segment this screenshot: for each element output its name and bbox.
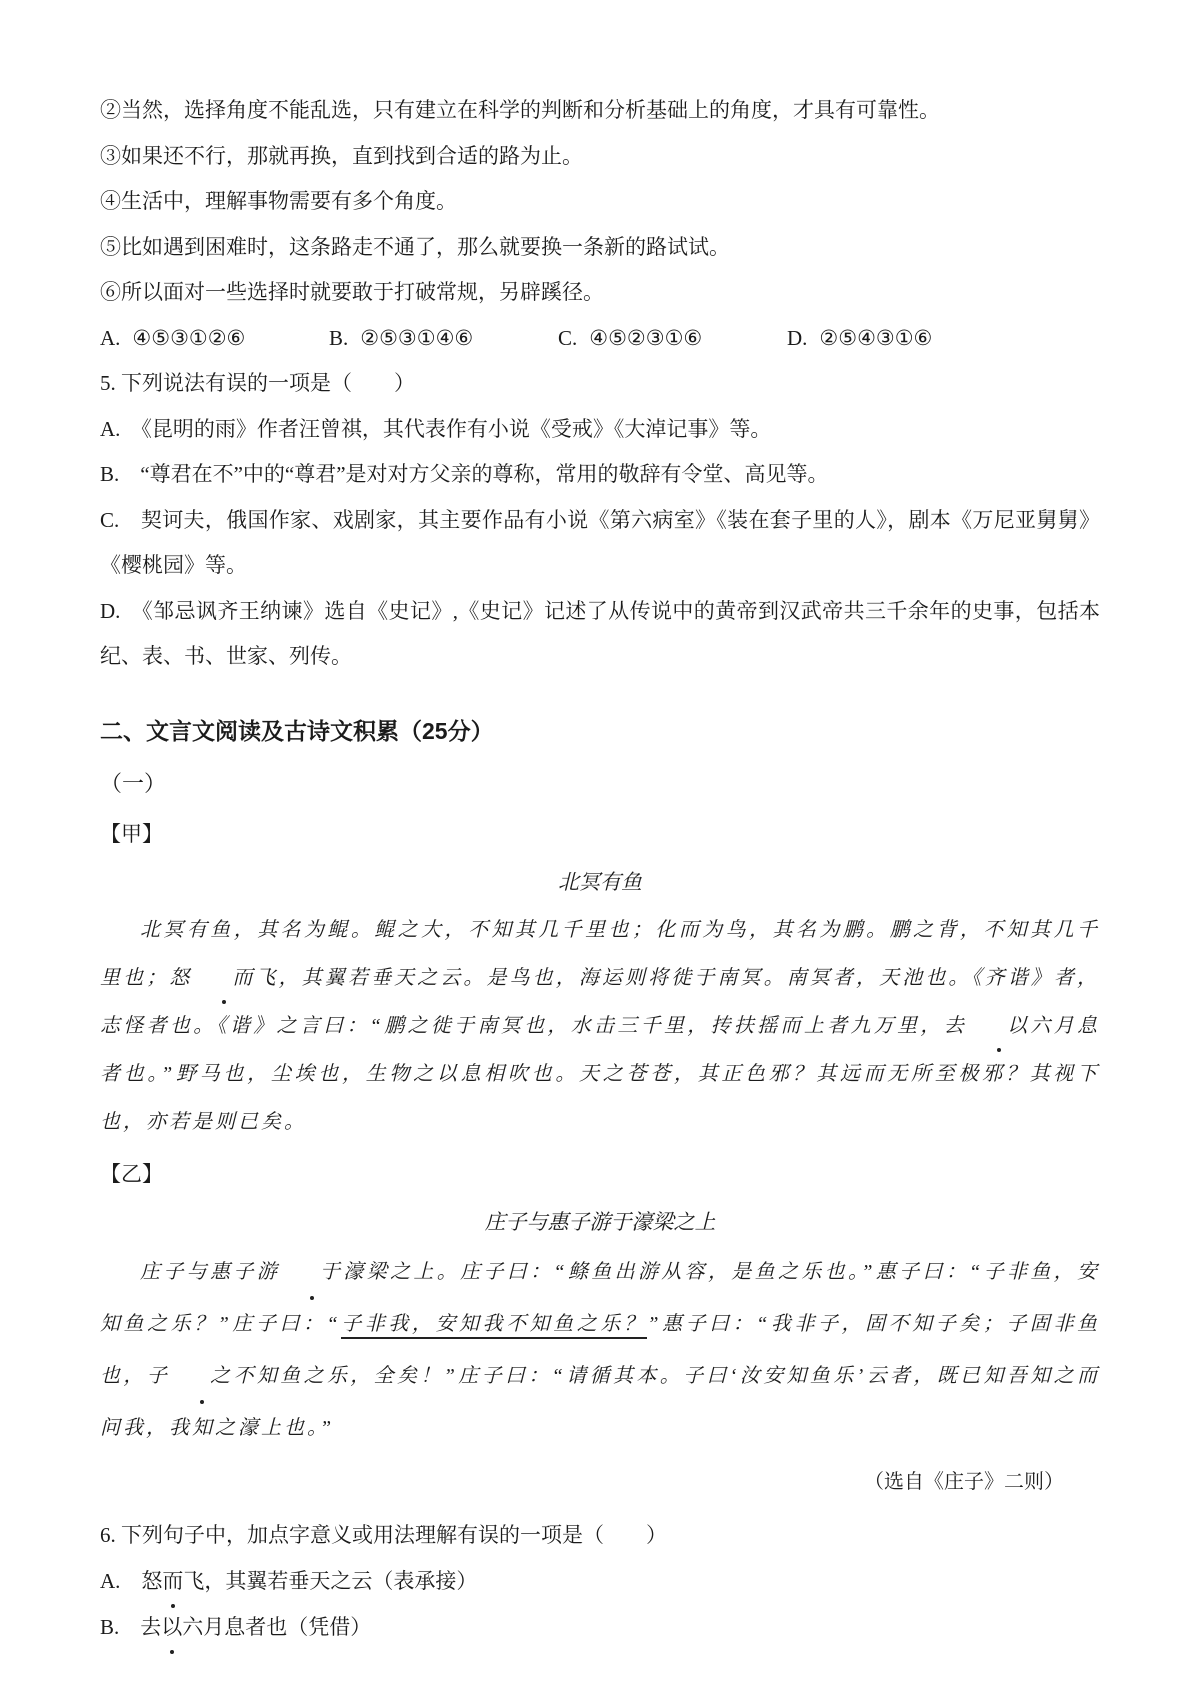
q6-stem: 6. 下列句子中，加点字意义或用法理解有误的一项是（ ） (100, 1522, 667, 1547)
sentence-4: ④生活中，理解事物需要有多个角度。 (100, 189, 457, 213)
dotted-char-yu: 于 (280, 1246, 343, 1298)
yi-text-segment: 庄子与惠子游 (140, 1260, 281, 1283)
q4-option-a-label: A. (100, 325, 121, 350)
q5-option-c: C. 契诃夫，俄国作家、戏剧家，其主要作品有小说《第六病室》《装在套子里的人》，剧本《万尼亚舅舅》《樱桃园》等。 (100, 507, 1100, 577)
sentence-5: ⑤比如遇到困难时，这条路走不通了，那么就要换一条新的路试试。 (100, 234, 730, 259)
jia-passage (100, 906, 1100, 1146)
q6-option-b-text: 六月息者也（凭借） (182, 1614, 372, 1639)
q4-option-d-value: ②⑤④③①⑥ (819, 325, 933, 350)
source-attribution: （选自《庄子》二则） (864, 1470, 1064, 1493)
jia-title: 北冥有鱼 (558, 869, 642, 894)
yi-passage (100, 1246, 1100, 1454)
sentence-2: ②当然，选择角度不能乱选，只有建立在科学的判断和分析基础上的角度，才具有可靠性。 (100, 98, 940, 122)
yi-text-segment: ”惠子曰：“我非子，固不知子矣；子固非鱼也，子 (100, 1312, 1101, 1387)
yi-title: 庄子与惠子游于濠梁之上 (484, 1209, 716, 1234)
q4-option-c-label: C. (558, 325, 578, 350)
jia-text-segment: 飞，其翼若垂天之云。是鸟也，海运则将徙于南冥。南冥者，天池也。《齐谐》者，志怪者也。《谐》之言曰：“鹏之徙于南冥也，水击三千里，抟扶摇而上者九万里，去 (100, 966, 1100, 1037)
q4-option-c (558, 316, 787, 362)
q6-option-b-text: B. 去 (100, 1614, 162, 1639)
underlined-phrase: 子非我，安知我不知鱼之乐？ (341, 1313, 648, 1339)
q4-option-b-value: ②⑤③①④⑥ (360, 325, 474, 350)
q4-option-d-label: D. (787, 325, 808, 350)
sentence-3: ③如果还不行，那就再换，直到找到合适的路为止。 (100, 143, 583, 168)
q4-option-b-label: B. (329, 325, 349, 350)
q4-option-a (100, 316, 329, 362)
q5-option-d: D. 《邹忌讽齐王纳谏》选自《史记》,《史记》记述了从传说中的黄帝到汉武帝共三千余年的史事，包括本纪、表、书、世家、列传。 (100, 598, 1100, 668)
yi-text-segment: 濠梁之上。庄子曰：“鲦鱼出游从容，是鱼之乐也。”惠子曰：“子非鱼，安知鱼之乐？”庄子曰：“ (100, 1260, 1100, 1335)
q4-option-a-value: ④⑤③①②⑥ (132, 325, 246, 350)
dotted-char-yi: 以 (161, 1604, 182, 1650)
dotted-char-er: 而 (162, 1558, 183, 1604)
dotted-char-yi: 以 (967, 1002, 1030, 1050)
jia-label: 【甲】 (100, 821, 163, 846)
jia-text-segment: 北冥有鱼，其名为鲲。鲲之大，不知其几千里也；化而为鸟，其名为鹏。鹏之背，不知其几千里也；怒 (100, 918, 1100, 989)
q4-option-b (329, 316, 558, 362)
q5-option-b: B. “尊君在不”中的“尊君”是对对方父亲的尊称，常用的敬辞有令堂、高见等。 (100, 462, 829, 486)
q4-options-row (100, 316, 1100, 362)
dotted-char-er: 而 (192, 954, 255, 1002)
dotted-char-zhi: 之 (170, 1350, 233, 1402)
q4-option-d (787, 316, 932, 362)
q6-option-a-text: 飞，其翼若垂天之云（表承接） (183, 1568, 478, 1593)
q5-option-a: A. 《昆明的雨》作者汪曾祺，其代表作有小说《受戒》《大淖记事》等。 (100, 416, 772, 441)
q4-option-c-value: ④⑤②③①⑥ (589, 325, 703, 350)
part-label: （一） (100, 770, 167, 796)
q6-option-a-text: A. 怒 (100, 1568, 163, 1593)
jia-text-segment: 六月息者也。”野马也，尘埃也，生物之以息相吹也。天之苍苍，其正色邪？其远而无所至极邪？其视下也，亦若是则已矣。 (100, 1014, 1101, 1133)
yi-label: 【乙】 (100, 1161, 163, 1186)
q6-option-a (100, 1558, 1100, 1604)
section-heading: 二、文言文阅读及古诗文积累（25分） (100, 717, 494, 744)
q5-stem: 5. 下列说法有误的一项是（ ） (100, 371, 415, 395)
sentence-6: ⑥所以面对一些选择时就要敢于打破常规，另辟蹊径。 (100, 280, 604, 304)
q6-option-b (100, 1604, 1100, 1650)
yi-text-segment: 不知鱼之乐，全矣！”庄子曰：“请循其本。子曰‘汝安知鱼乐’云者，既已知吾知之而问我，我知之濠上也。” (100, 1364, 1100, 1439)
